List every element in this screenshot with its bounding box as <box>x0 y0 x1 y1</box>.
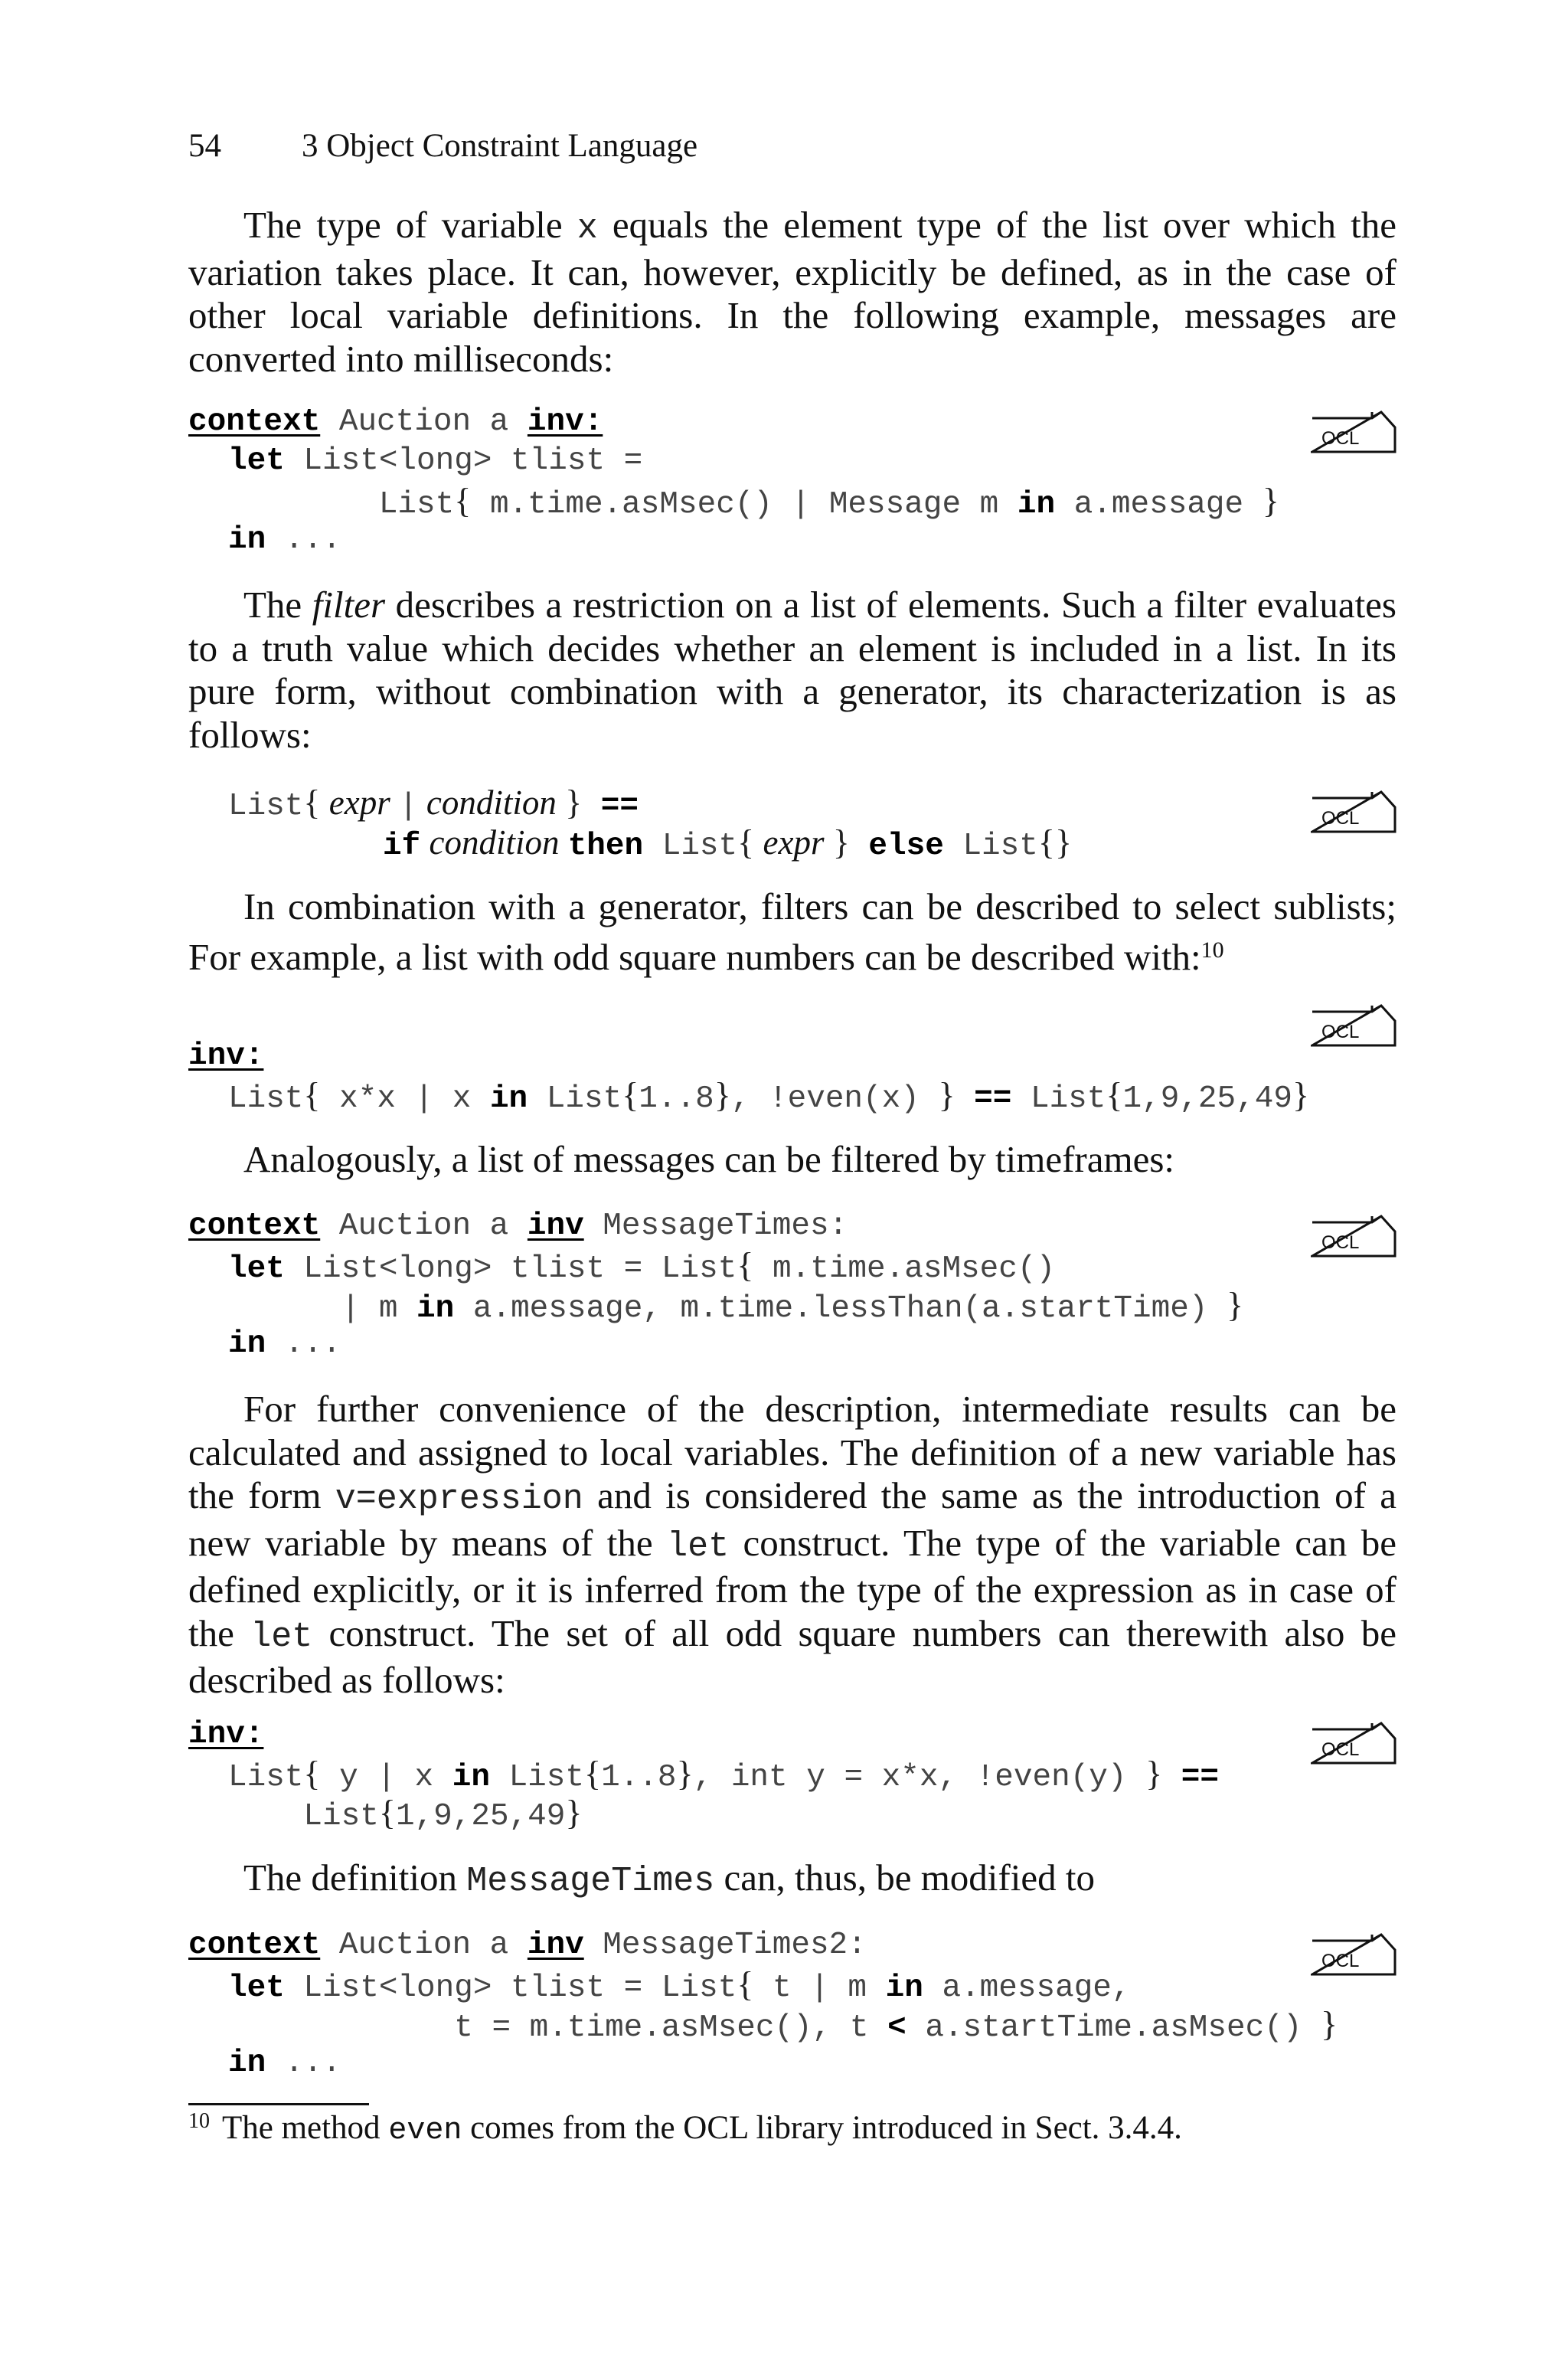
brace: } <box>1292 1075 1310 1114</box>
ocl-tag-icon <box>1311 1004 1396 1047</box>
code-text: t = m.time.asMsec(), t <box>228 2010 888 2046</box>
code-line <box>228 442 642 480</box>
ocl-tag-icon <box>1311 790 1396 833</box>
footnote-marker: 10 <box>1200 937 1224 963</box>
code-line <box>228 482 1279 524</box>
ocl-tag-icon <box>1311 1722 1396 1765</box>
page-number: 54 <box>188 128 221 164</box>
code-text: List <box>943 829 1038 864</box>
code-text: Auction a <box>320 1928 528 1963</box>
code-line <box>228 1286 1243 1328</box>
footnote-rule <box>188 2103 369 2105</box>
inline-code: let <box>667 1526 730 1566</box>
keyword: in <box>228 522 266 558</box>
code-line <box>228 1076 1309 1118</box>
keyword: inv <box>527 1928 584 1963</box>
code-line <box>188 1716 263 1754</box>
code-text: ... <box>266 2046 341 2081</box>
brace: } <box>714 1075 731 1114</box>
code-text: 1..8 <box>601 1760 677 1795</box>
code-text: x*x | x <box>320 1081 490 1117</box>
keyword: context <box>188 404 321 440</box>
code-text: List <box>1011 1081 1106 1117</box>
keyword: inv: <box>527 404 603 440</box>
code-text: List<long> tlist = List <box>284 1971 737 2006</box>
code-text: a.message <box>1055 487 1263 522</box>
code-text: List<long> tlist = <box>284 443 643 479</box>
chapter-title: 3 Object Constraint Language <box>302 128 698 164</box>
ocl-tag-icon <box>1311 1215 1396 1258</box>
inline-code: let <box>250 1617 313 1657</box>
text: The definition <box>243 1856 467 1899</box>
italic-placeholder: condition <box>417 783 566 822</box>
brace: } <box>1262 481 1279 520</box>
operator: == <box>582 789 639 824</box>
text: comes from the OCL library introduced in Sect. 3.4.4. <box>462 2110 1182 2146</box>
brace: { <box>622 1075 639 1114</box>
code-line <box>228 1325 341 1363</box>
code-line <box>383 823 1072 865</box>
code-text: a.message, m.time.lessThan(a.startTime) <box>454 1291 1227 1326</box>
keyword: in <box>1017 487 1056 522</box>
emphasis: filter <box>312 584 386 626</box>
code-text: 1..8 <box>639 1081 714 1117</box>
brace: } <box>832 823 850 862</box>
footnote-number: 10 <box>188 2109 210 2133</box>
paragraph-filter <box>188 584 1396 757</box>
code-line <box>228 1755 1219 1797</box>
code-text: MessageTimes: <box>583 1209 848 1244</box>
paragraph-variable-type <box>188 204 1396 381</box>
code-line <box>228 2044 341 2082</box>
code-line <box>228 1794 582 1836</box>
keyword: if <box>383 829 421 864</box>
brace: {} <box>1037 823 1073 862</box>
paragraph-message-times <box>188 1856 1396 1904</box>
keyword: let <box>228 443 285 479</box>
keyword: else <box>849 829 944 864</box>
keyword: then <box>567 829 644 864</box>
text: describes a restriction on a list of elements. Such a filter evaluates to a truth value which decides whether an element is included in a list. In its pure form, without combination with a generator, its characterization is as follows: <box>188 584 1396 756</box>
paragraph-intermediate-results <box>188 1388 1396 1703</box>
code-text: List <box>228 789 304 824</box>
brace: { <box>737 1964 754 2003</box>
code-text: a.startTime.asMsec() <box>906 2010 1321 2046</box>
inline-code: v=expression <box>335 1480 583 1519</box>
keyword: in <box>416 1291 455 1326</box>
svg-text:OCL: OCL <box>1321 1232 1360 1253</box>
code-line <box>228 2005 1338 2047</box>
keyword: in <box>228 1326 266 1362</box>
code-line <box>188 1037 263 1075</box>
text: The method <box>214 2110 389 2146</box>
code-text: m.time.asMsec() <box>753 1251 1056 1287</box>
keyword: let <box>228 1251 285 1287</box>
brace: } <box>1321 2004 1338 2043</box>
code-line <box>228 1246 1055 1288</box>
code-text: a.message, <box>923 1971 1131 2006</box>
code-text: List <box>228 1799 379 1834</box>
svg-text:OCL: OCL <box>1321 428 1360 449</box>
text: For further convenience of the description, intermediate results can be calculated and assigned to local variables. The definition of a new variable has the form <box>188 1388 1396 1516</box>
svg-text:OCL: OCL <box>1321 808 1360 829</box>
operator: == <box>955 1081 1012 1117</box>
operator: == <box>1162 1760 1220 1795</box>
keyword: context <box>188 1928 321 1963</box>
operator: < <box>887 2010 906 2046</box>
code-text: List <box>228 487 455 522</box>
keyword: in <box>228 2046 266 2081</box>
ocl-tag-icon <box>1311 1933 1396 1976</box>
text: Analogously, a list of messages can be filtered by timeframes: <box>243 1138 1175 1180</box>
brace: } <box>938 1075 956 1114</box>
keyword: in <box>885 1971 923 2006</box>
brace: } <box>1227 1285 1244 1324</box>
code-text: 1,9,25,49 <box>395 1799 566 1834</box>
code-text: ... <box>266 522 341 558</box>
brace: } <box>676 1754 694 1793</box>
ocl-tag-icon <box>1311 411 1396 453</box>
keyword: let <box>228 1971 285 2006</box>
text: In combination with a generator, filters can be described to select sublists; For example, a list with odd square numbers can be described with: <box>188 885 1396 978</box>
code-text: | m <box>228 1291 417 1326</box>
brace: { <box>1106 1075 1123 1114</box>
code-text: | <box>398 789 418 824</box>
brace: { <box>737 1245 754 1284</box>
inline-code: MessageTimes <box>466 1862 715 1901</box>
keyword: inv: <box>188 1717 264 1752</box>
brace: { <box>378 1793 396 1832</box>
keyword: inv: <box>188 1039 264 1074</box>
code-line <box>188 1207 848 1245</box>
text: equals the element type of the list over which the variation takes place. It can, however, explicitly be defined, as in the case of other local variable definitions. In the following example, messages are converted into milliseconds: <box>188 204 1396 380</box>
brace: { <box>584 1754 602 1793</box>
brace: } <box>565 783 583 822</box>
brace: { <box>303 783 321 822</box>
code-text: , int y = x*x, !even(y) <box>693 1760 1146 1795</box>
text: construct. The set of all odd square numbers can therewith also be described as follows: <box>188 1611 1396 1701</box>
code-text: List <box>528 1081 622 1117</box>
paragraph-analogously <box>188 1138 1396 1182</box>
code-line <box>228 1965 1131 2007</box>
code-text: , !even(x) <box>730 1081 939 1117</box>
code-text: List <box>643 829 738 864</box>
code-line <box>188 403 603 441</box>
code-text: 1,9,25,49 <box>1122 1081 1292 1117</box>
inline-code: x <box>577 209 598 248</box>
code-text: ... <box>266 1326 341 1362</box>
code-text: MessageTimes2: <box>583 1928 867 1963</box>
italic-placeholder: condition <box>420 823 568 862</box>
paragraph-generator <box>188 885 1396 979</box>
code-text: List<long> tlist = List <box>284 1251 737 1287</box>
brace: { <box>303 1075 321 1114</box>
code-text: Auction a <box>320 1209 528 1244</box>
svg-text:OCL: OCL <box>1321 1739 1360 1760</box>
brace: { <box>737 823 755 862</box>
svg-text:OCL: OCL <box>1321 1022 1360 1042</box>
code-text: t | m <box>753 1971 886 2006</box>
brace: } <box>565 1793 583 1832</box>
text: The <box>243 584 312 626</box>
footnote <box>188 2109 1182 2148</box>
code-text: List <box>489 1760 584 1795</box>
brace: { <box>454 481 472 520</box>
keyword: in <box>452 1760 490 1795</box>
keyword: context <box>188 1209 321 1244</box>
text: can, thus, be modified to <box>714 1856 1095 1899</box>
code-line <box>228 783 639 826</box>
keyword: inv <box>527 1209 584 1244</box>
text: and is considered the same as the introduction of a new variable by means of the <box>188 1474 1396 1564</box>
code-line <box>188 1926 867 1964</box>
code-text: m.time.asMsec() | Message m <box>471 487 1018 522</box>
code-text: List <box>228 1081 304 1117</box>
brace: { <box>303 1754 321 1793</box>
text: construct. The type of the variable can be defined explicitly, or it is inferred from the type of the expression as in case of the <box>188 1521 1396 1654</box>
svg-text:OCL: OCL <box>1321 1951 1360 1971</box>
code-text: y | x <box>320 1760 452 1795</box>
code-line <box>228 521 341 559</box>
code-text: Auction a <box>320 404 528 440</box>
keyword: in <box>489 1081 528 1117</box>
running-header <box>188 127 697 165</box>
text: The type of variable <box>243 204 577 246</box>
code-text: List <box>228 1760 304 1795</box>
inline-code: even <box>388 2114 462 2148</box>
italic-placeholder: expr <box>754 823 833 862</box>
brace: } <box>1145 1754 1163 1793</box>
italic-placeholder: expr <box>320 783 399 822</box>
